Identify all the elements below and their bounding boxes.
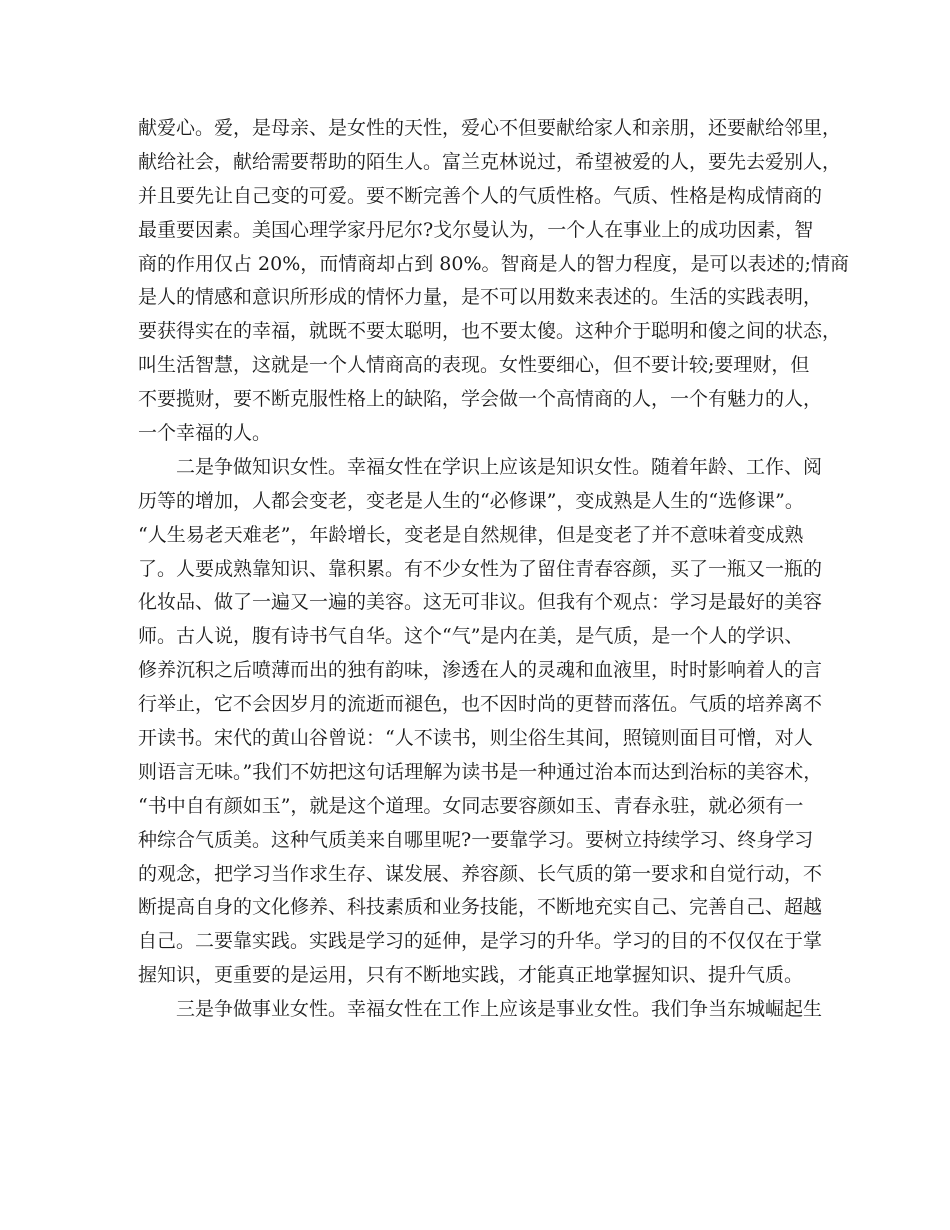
text-line: 不要揽财，要不断克服性格上的缺陷，学会做一个高情商的人，一个有魅力的人， — [138, 388, 823, 411]
text-line: 化妆品、做了一遍又一遍的美容。这无可非议。但我有个观点：学习是最好的美容 — [138, 591, 823, 614]
text-line: 最重要因素。美国心理学家丹尼尔?戈尔曼认为，一个人在事业上的成功因素，智 — [138, 218, 814, 241]
text-line: 要获得实在的幸福，就既不要太聪明，也不要太傻。这种介于聪明和傻之间的状态， — [138, 320, 842, 343]
text-line: 献爱心。爱，是母亲、是女性的天性，爱心不但要献给家人和亲朋，还要献给邻里， — [138, 117, 842, 139]
text-line: 叫生活智慧，这就是一个人情商高的表现。女性要细心，但不要计较;要理财，但 — [138, 354, 810, 377]
text-line: 商的作用仅占 20%，而情商却占到 80%。智商是人的智力程度，是可以表述的;情商 — [138, 252, 849, 275]
text-line: 自己。二要靠实践。实践是学习的延伸，是学习的升华。学习的目的不仅仅在于掌 — [138, 930, 823, 953]
text-line: 则语言无味。”我们不妨把这句话理解为读书是一种通过治本而达到治标的美容术， — [138, 760, 823, 783]
text-line: 献给社会，献给需要帮助的陌生人。富兰克林说过，希望被爱的人，要先去爱别人， — [138, 150, 842, 173]
text-line: 行举止，它不会因岁月的流逝而褪色，也不因时尚的更替而落伍。气质的培养离不 — [138, 693, 823, 716]
text-line: 握知识，更重要的是运用，只有不断地实践，才能真正地掌握知识、提升气质。 — [138, 964, 804, 987]
text-line: 一个幸福的人。 — [138, 422, 272, 445]
text-line: 师。古人说，腹有诗书气自华。这个“气”是内在美，是气质，是一个人的学识、 — [138, 625, 804, 648]
text-line: “书中自有颜如玉”，就是这个道理。女同志要容颜如玉、青春永驻，就必须有一 — [138, 794, 804, 817]
paragraph-start-line: 三是争做事业女性。幸福女性在工作上应该是事业女性。我们争当东城崛起生 — [176, 998, 823, 1021]
text-line: 修养沉积之后喷薄而出的独有韵味，渗透在人的灵魂和血液里，时时影响着人的言 — [138, 659, 823, 682]
text-line: “人生易老天难老”，年龄增长，变老是自然规律，但是变老了并不意味着变成熟 — [138, 523, 804, 546]
text-line: 历等的增加，人都会变老，变老是人生的“必修课”，变成熟是人生的“选修课”。 — [138, 489, 804, 512]
body-text — [138, 112, 849, 1027]
text-line: 并且要先让自己变的可爱。要不断完善个人的气质性格。气质、性格是构成情商的 — [138, 184, 823, 207]
text-line: 了。人要成熟靠知识、靠积累。有不少女性为了留住青春容颜，买了一瓶又一瓶的 — [138, 557, 823, 580]
paragraph-start-line: 二是争做知识女性。幸福女性在学识上应该是知识女性。随着年龄、工作、阅 — [176, 455, 823, 478]
text-line: 的观念，把学习当作求生存、谋发展、养容颜、长气质的第一要求和自觉行动，不 — [138, 862, 823, 885]
text-line: 开读书。宋代的黄山谷曾说：“人不读书，则尘俗生其间，照镜则面目可憎，对人 — [138, 727, 813, 750]
text-line: 是人的情感和意识所形成的情怀力量，是不可以用数来表述的。生活的实践表明， — [138, 286, 823, 309]
text-line: 种综合气质美。这种气质美来自哪里呢?一要靠学习。要树立持续学习、终身学习 — [138, 828, 814, 851]
text-line: 断提高自身的文化修养、科技素质和业务技能，不断地充实自己、完善自己、超越 — [138, 896, 823, 919]
